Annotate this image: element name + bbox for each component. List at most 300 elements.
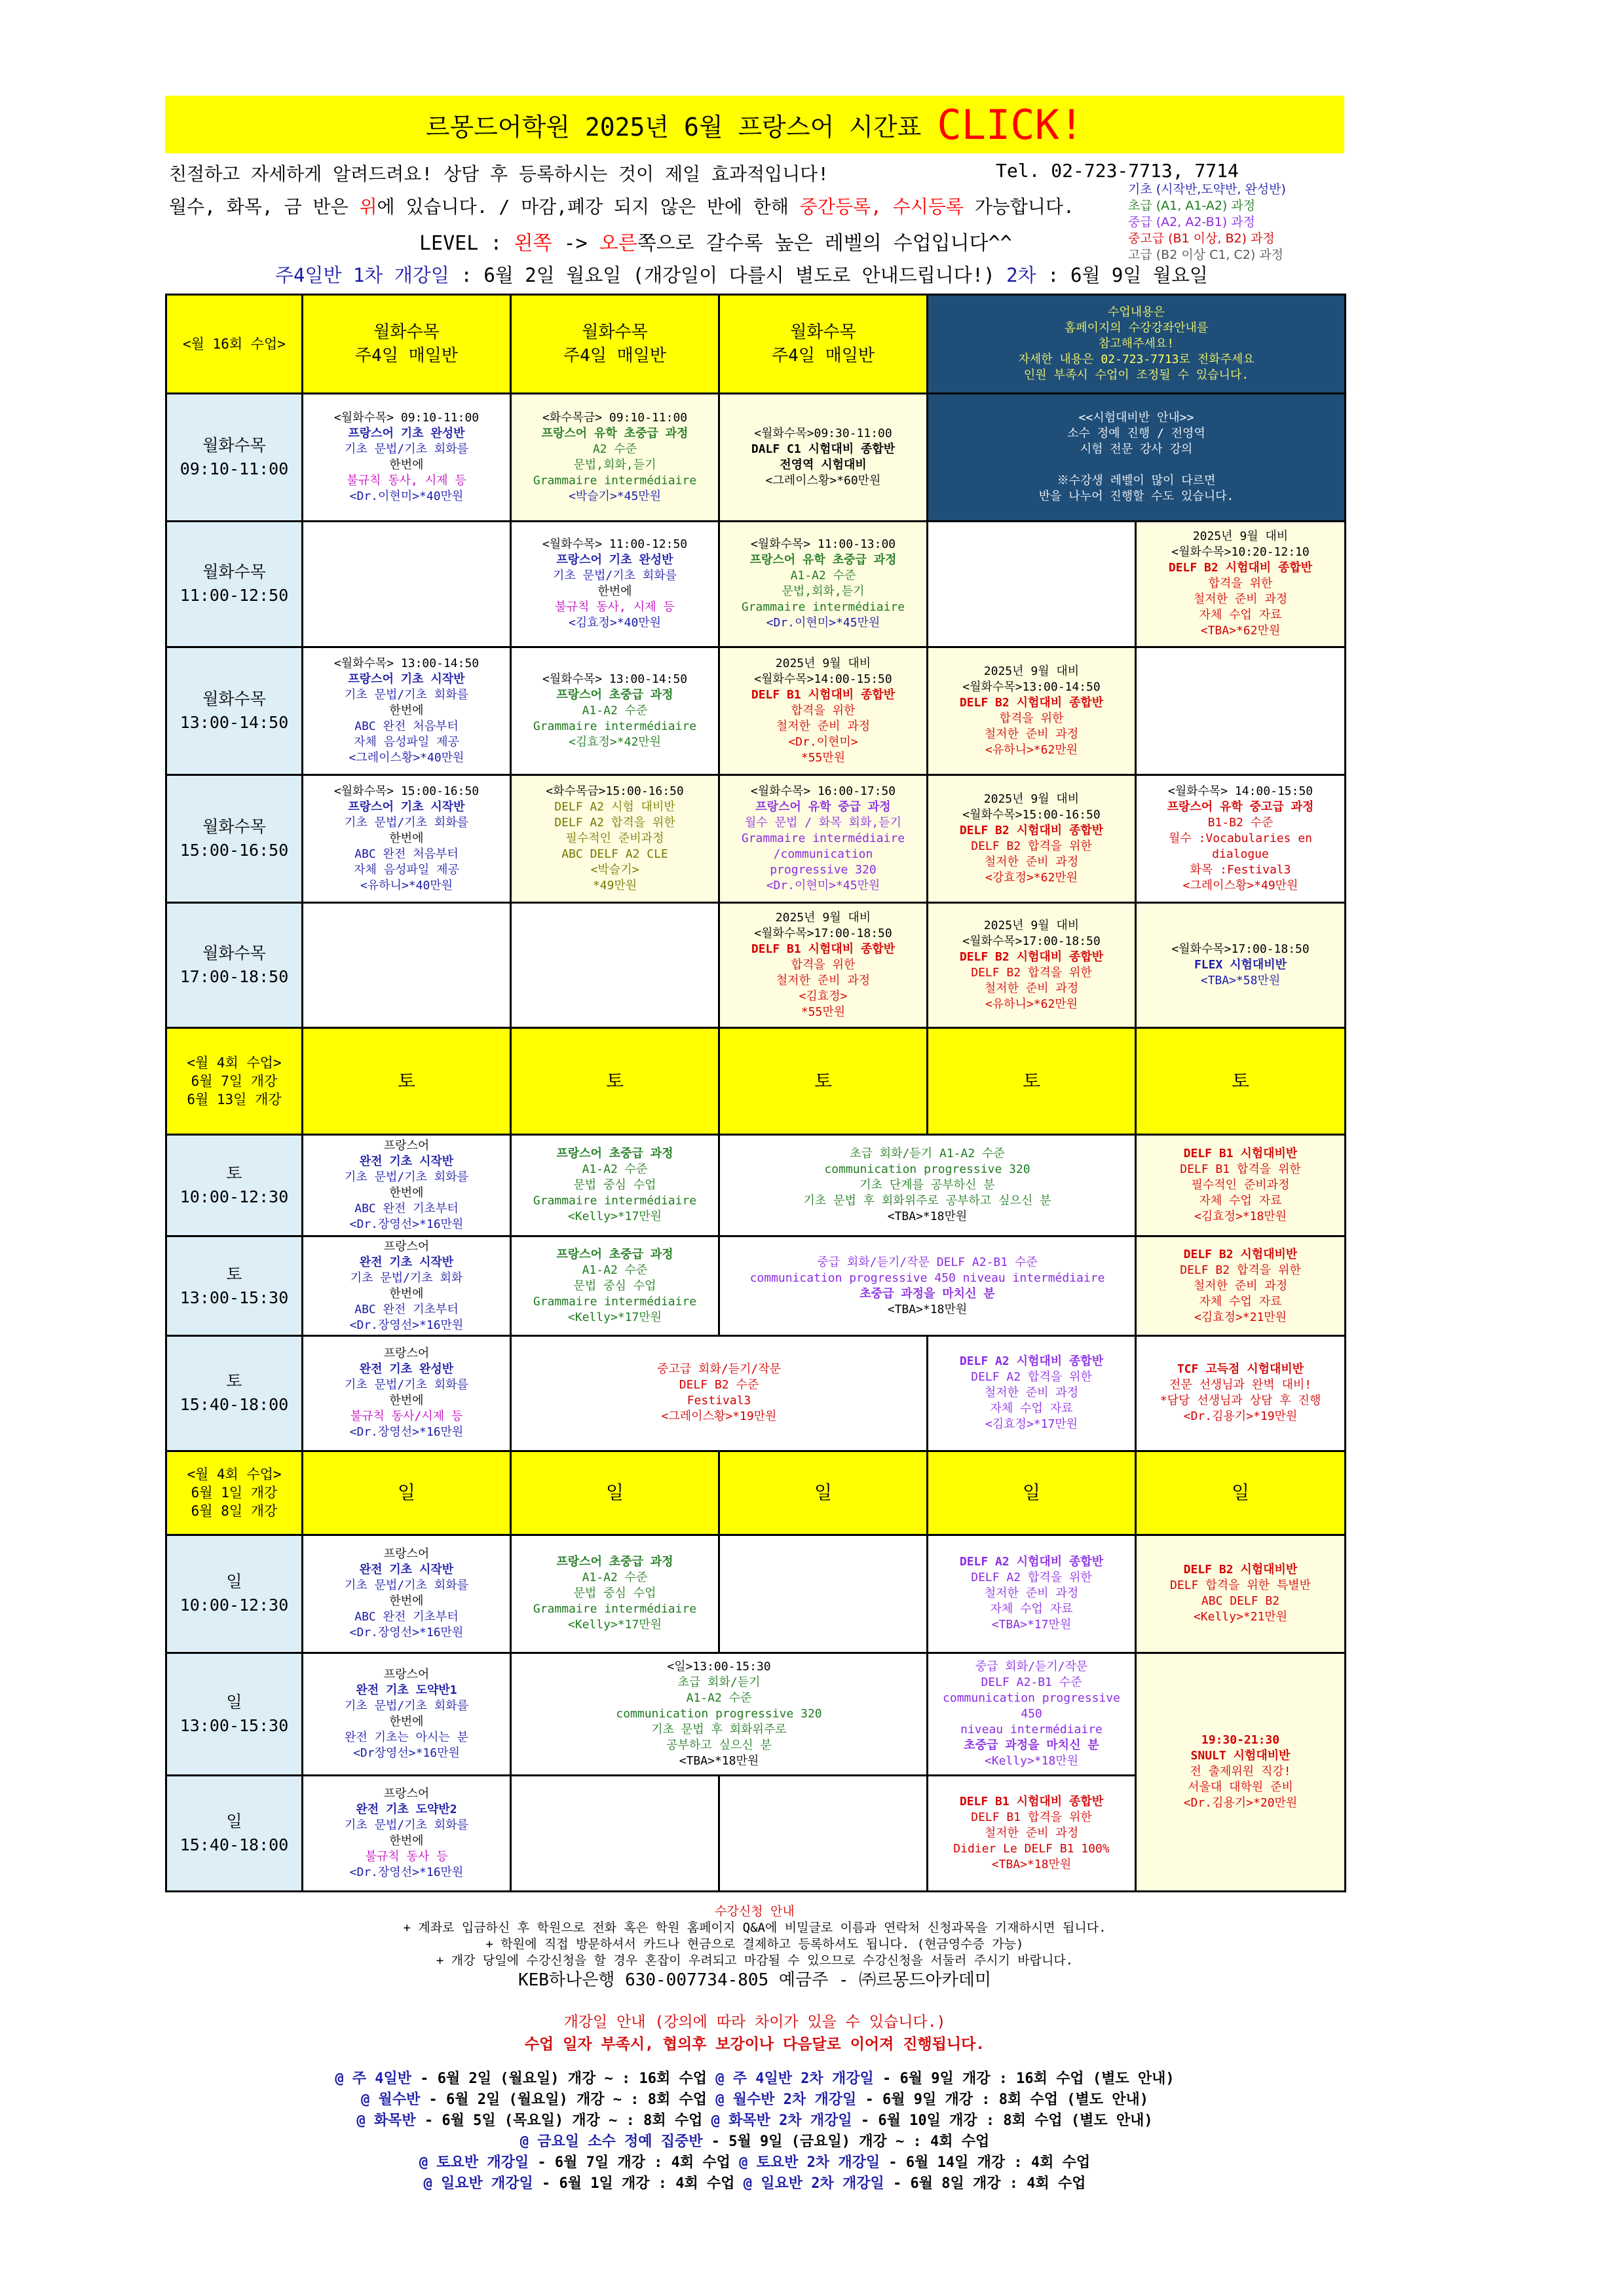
course-line: <유하니>*62만원 [985,742,1078,757]
course-line: <김효정>*21만원 [1194,1310,1287,1324]
empty-cell [1136,647,1346,775]
course-line: Grammaire intermédiaire [533,1602,697,1617]
click-link[interactable]: CLICK! [937,100,1084,149]
course-line: 불규칙 동사 등 [365,1849,448,1864]
course-line: communication progressive 450 [943,1691,1120,1721]
cell-line: 반을 나누어 진행할 수도 있습니다. [1038,489,1234,504]
course-line: <일>13:00-15:30 [667,1659,771,1674]
course-line: Grammaire intermédiaire [741,600,905,615]
time-slot [166,393,303,521]
course-line: 불규칙 동사, 시제 등 [555,600,675,615]
course-line: 프랑스어 [383,1139,430,1153]
course-line: <유하니>*40만원 [360,878,453,892]
course-line: ABC 완전 처음부터 [354,719,459,733]
empty-cell [303,522,511,647]
course-line: 자체 수업 자료 [1199,1294,1282,1309]
course-line: *55만원 [801,1005,846,1020]
time-slot [166,1336,303,1451]
time-slot [166,1236,303,1336]
course-cell[interactable] [303,393,511,521]
course-line: 초급 회화/듣기 [677,1675,761,1689]
course-line: <TBA>*17만원 [991,1618,1072,1632]
course-line: <강효정>*62만원 [985,870,1078,885]
course-cell[interactable] [511,522,719,647]
course-cell[interactable] [511,1336,928,1451]
course-cell[interactable] [928,903,1136,1028]
course-line: 전영역 시험대비 [780,458,867,472]
start-date-part: - 6월 1일 개강 : 4회 수업 [542,2175,744,2192]
course-cell[interactable] [303,1336,511,1451]
course-line: 초중급 과정을 마치신 분 [964,1738,1099,1752]
course-line: <Dr.장영선>*16만원 [349,1318,464,1332]
course-line: <박슬기> [590,862,639,877]
course-line: <월화수목> 14:00-15:50 [1167,784,1313,798]
course-line: 한번에 [389,458,424,472]
course-line: 기초 문법/기초 회화를 [344,1698,468,1713]
start-date-part: @ 월수반 [361,2092,429,2108]
course-line: 전 출제위원 직강! [1190,1765,1291,1779]
course-line: <월화수목>10:20-12:10 [1171,545,1310,560]
course-line: <월화수목> 11:00-12:50 [542,537,688,552]
level-beginner: 초급 (A1, A1-A2) 과정 [1128,199,1256,213]
course-line: <TBA>*18만원 [679,1753,759,1768]
course-line: DELF B1 합격을 위한 [1180,1162,1301,1177]
footer [165,1904,1344,2194]
course-line: DELF B1 시험대비 종합반 [751,687,896,702]
course-line: *담당 선생님과 상담 후 진행 [1160,1394,1321,1408]
course-line: <그레이스황>*19만원 [661,1409,777,1424]
cell-line: 17:00-18:50 [179,967,289,987]
cell-line: 월화수목 [202,689,266,708]
column-header [511,295,719,394]
course-line: ABC DELF A2 CLE [561,847,668,861]
course-cell[interactable] [303,1775,511,1891]
cell-line: 10:00-12:30 [179,1596,289,1615]
course-line: 프랑스어 [383,1239,430,1253]
cell-line: 토 [226,1264,242,1284]
start-date-part: @ 금요일 소수 정예 집중반 [519,2133,711,2150]
saturday-label: 토 [303,1028,511,1135]
course-line: A1-A2 수준 [582,703,648,718]
course-cell[interactable] [1136,1653,1346,1891]
course-line: DELF B2 시험대비반 [1183,1563,1298,1577]
cell-line: 09:10-11:00 [179,459,289,479]
course-line: 철저한 준비 과정 [984,1826,1079,1840]
saturday-label: 토 [511,1028,719,1135]
cell-line: <월 4회 수업> [187,1055,282,1071]
start-date-part: - 6월 14일 개강 : 4회 수업 [888,2154,1091,2171]
exam-info-cell [928,393,1346,521]
course-line: 철저한 준비 과정 [984,1386,1079,1400]
start-date-part: @ 주 4일반 [335,2071,421,2087]
time-slot [166,1775,303,1891]
start-date-part: - 6월 2일 (월요일) 개강 ~ : 8회 수업 [428,2092,716,2108]
course-line: DELF A2 합격을 위한 [971,1370,1092,1385]
start-notice: 개강일 안내 (강의에 따라 차이가 있을 수 있습니다.) [563,2014,946,2031]
start-date-row [165,2132,1344,2152]
course-line: 프랑스어 초중급 과정 [556,1247,673,1261]
course-line: 프랑스어 초중급 과정 [556,1147,673,1161]
course-cell[interactable] [719,393,928,521]
saturday-label: 토 [928,1028,1136,1135]
course-line: 기초 문법 후 회화위주로 공부하고 싶으신 분 [803,1194,1051,1208]
course-cell[interactable] [1136,1135,1346,1236]
course-line: 합격을 위한 [999,711,1064,725]
course-line: 한번에 [389,831,424,845]
course-line: <월화수목> 16:00-17:50 [750,784,896,798]
level-line: LEVEL : 왼쪽 -> 오른쪽으로 갈수록 높은 레벨의 수업입니다^^ [419,232,1012,255]
course-cell[interactable] [511,393,719,521]
course-line: <월화수목> 13:00-14:50 [542,672,688,686]
course-line: 자체 수업 자료 [1199,1194,1282,1208]
course-line: <화수목금>15:00-16:50 [546,784,684,798]
start-date-part: @ 일요반 2차 개강일 [743,2175,893,2192]
course-line: A1-A2 수준 [582,1263,648,1277]
course-cell[interactable] [511,1135,719,1236]
level-legend [1128,182,1286,263]
course-line: DELF A2 시험 대비반 [554,799,675,814]
course-line: <TBA>*62만원 [1200,624,1281,638]
course-line: 기초 문법/기초 회화를 [344,442,468,457]
saturday-header [166,1028,303,1135]
cell-line: 참고해주세요! [1098,336,1175,351]
course-line: 철저한 준비 과정 [984,727,1079,741]
course-line: communication progressive 320 [824,1162,1030,1177]
cell-line: 13:00-15:30 [179,1715,289,1735]
course-line: 2025년 9월 대비 [775,911,871,925]
cell-line: ※수강생 레벨이 많이 다르면 [1057,474,1216,488]
course-line: 필수적인 준비과정 [1191,1178,1290,1193]
course-cell[interactable] [928,647,1136,775]
course-line: <TBA>*18만원 [991,1857,1072,1871]
weekday-header: <월 16회 수업> [166,295,303,394]
course-line: DELF A2 합격을 위한 [554,815,675,830]
course-line: 철저한 준비 과정 [1193,592,1288,607]
course-line: <TBA>*18만원 [887,1210,968,1224]
course-cell[interactable] [719,1236,1136,1336]
cell-line: 수업내용은 [1108,305,1165,319]
course-line: 기초 문법/기초 회화를 [344,1578,468,1593]
cell-line: 6월 7일 개강 [191,1073,278,1090]
course-line: 완전 기초 시작반 [359,1563,454,1577]
course-line: <월화수목>13:00-14:50 [962,679,1101,694]
course-line: <박슬기>*45만원 [568,489,662,504]
course-cell[interactable] [719,775,928,902]
course-cell[interactable] [303,1135,511,1236]
empty-cell [511,1775,719,1891]
course-line: <Kelly>*21만원 [1193,1610,1288,1624]
course-cell[interactable] [1136,1336,1346,1451]
course-line: <Dr.장영선>*16만원 [349,1865,464,1879]
course-line: 기초 문법/기초 회화를 [552,569,677,583]
course-line: 문법,회화,듣기 [573,458,656,472]
cell-line: 토 [226,1371,242,1391]
level-basic: 기초 (시작반,도약반, 완성반) [1128,182,1286,197]
course-cell[interactable] [303,1236,511,1336]
course-line: <월화수목>17:00-18:50 [754,927,892,941]
sunday-header [166,1451,303,1535]
cell-line: 주4일 매일반 [563,345,666,366]
start-date-part: @ 화목반 [356,2113,425,2129]
cell-line: 인원 부족시 수업이 조정될 수 있습니다. [1023,368,1249,382]
course-line: 철저한 준비 과정 [776,974,871,988]
course-line: 프랑스어 초중급 과정 [556,1555,673,1569]
course-line: ABC 완전 기초부터 [354,1202,459,1216]
course-line: DELF B1 시험대비 종합반 [959,1794,1104,1808]
empty-cell [719,1775,928,1891]
start-date-row [165,2152,1344,2173]
course-line: 중급 회화/듣기/작문 [975,1659,1088,1674]
course-line: Grammaire intermédiaire [533,474,697,488]
course-line: *49만원 [592,878,637,892]
course-line: FLEX 시험대비반 [1194,958,1287,972]
course-line: <Dr장영선>*16만원 [353,1746,460,1760]
course-line: <Kelly>*18만원 [984,1753,1079,1768]
course-cell[interactable] [719,1135,1136,1236]
course-line: DELF A2-B1 수준 [981,1675,1082,1689]
course-line: 한번에 [389,1714,424,1729]
course-line: 완전 기초 도약반2 [356,1802,457,1816]
course-line: <월화수목>14:00-15:50 [754,672,892,686]
course-line: 기초 단계를 공부하신 분 [859,1178,995,1193]
course-line: Didier Le DELF B1 100% [953,1841,1110,1856]
empty-cell [928,522,1136,647]
course-cell[interactable] [719,903,928,1028]
course-cell[interactable] [1136,522,1346,647]
course-cell[interactable] [1136,775,1346,902]
course-line: 기초 문법/기초 회화를 [344,815,468,830]
course-line: DELF B1 합격을 위한 [971,1810,1092,1824]
course-line: <월화수목> 15:00-16:50 [333,784,480,798]
course-line: Grammaire intermédiaire [533,1194,697,1208]
course-line: 자체 수업 자료 [990,1402,1073,1416]
course-line: 문법,회화,듣기 [782,584,865,599]
time-slot [166,522,303,647]
course-line: 서울대 대학원 준비 [1188,1780,1293,1795]
intro-line: 친절하고 자세하게 알려드려요! 상담 후 등록하시는 것이 제일 효과적입니다! [169,163,829,185]
course-line: ABC 완전 처음부터 [354,847,459,861]
time-slot [166,1535,303,1653]
registration-line: + 개강 당일에 수강신청을 할 경우 혼잡이 우려되고 마감될 수 있으므로 수강신청을 서둘러 주시기 바랍니다. [436,1953,1074,1968]
course-line: A1-A2 수준 [790,569,856,583]
cell-line: 15:40-18:00 [179,1835,289,1854]
start-date-part: - 5월 9일 (금요일) 개강 ~ : 4회 수업 [711,2133,990,2150]
course-line: ABC 완전 기초부터 [354,1610,459,1624]
course-line: 중급 회화/듣기/작문 DELF A2-B1 수준 [817,1255,1038,1269]
course-line: 한번에 [389,1394,424,1408]
course-line: 기초 문법/기초 회화 [350,1271,463,1285]
cell-line: 15:00-16:50 [179,840,289,860]
course-cell[interactable] [511,1236,719,1336]
course-line: 프랑스어 [383,1547,430,1561]
course-line: 불규칙 동사, 시제 등 [347,474,466,488]
course-line: DELF A2 시험대비 종합반 [959,1555,1104,1569]
course-cell[interactable] [928,775,1136,902]
course-line: 한번에 [389,1286,424,1301]
start-date-part: - 6월 10일 개강 : 8회 수업 (별도 안내) [860,2113,1153,2129]
course-line: 완전 기초는 아시는 분 [344,1730,468,1744]
course-line: 합격을 위한 [791,958,856,972]
saturday-label: 토 [1136,1028,1346,1135]
course-cell[interactable] [719,647,928,775]
course-cell[interactable] [928,1775,1136,1891]
time-slot [166,775,303,902]
course-line: <김효정> [799,989,848,1004]
saturday-label: 토 [719,1028,928,1135]
bank-account: KEB하나은행 630-007734-805 예금주 - ㈜르몽드아카데미 [518,1970,991,1990]
level-advanced: 고급 (B2 이상 C1, C2) 과정 [1128,248,1284,262]
cell-line [931,457,1342,473]
course-line: DELF B2 수준 [679,1378,759,1392]
course-line: 철저한 준비 과정 [984,982,1079,996]
course-line: 공부하고 싶으신 분 [666,1738,772,1752]
course-line: <그레이스황>*40만원 [349,750,464,765]
course-line: <월화수목>17:00-18:50 [1171,942,1310,957]
column-header [719,295,928,394]
time-slot [166,1135,303,1236]
course-cell[interactable] [511,647,719,775]
cell-line: 11:00-12:50 [179,586,289,605]
start-date-part: @ 화목반 2차 개강일 [711,2113,861,2129]
course-line: <Dr.장영선>*16만원 [349,1217,464,1232]
cell-line: 월화수목 [202,562,266,582]
cell-line: 일 [226,1692,242,1712]
course-line: <TBA>*18만원 [887,1302,968,1316]
course-cell[interactable] [1136,1236,1346,1336]
course-line: 한번에 [389,1186,424,1200]
course-line: 프랑스어 유학 초중급 과정 [749,553,897,567]
course-line: 프랑스어 유학 중급 과정 [755,799,891,814]
course-line: DELF B2 합격을 위한 [971,839,1092,853]
course-cell[interactable] [511,775,719,902]
cell-line: 6월 8일 개강 [191,1503,278,1520]
cell-line: 월화수목 [202,944,266,963]
course-cell[interactable] [303,647,511,775]
start-date-part: - 6월 7일 개강 : 4회 수업 [537,2154,740,2171]
course-line: 중고급 회화/듣기/작문 [656,1362,781,1377]
sunday-label: 일 [303,1451,511,1535]
course-cell[interactable] [928,1535,1136,1653]
course-line: <월화수목>15:00-16:50 [962,807,1101,822]
course-line: A2 수준 [592,442,637,457]
course-line: DELF A2 합격을 위한 [971,1571,1092,1585]
course-cell[interactable] [928,1653,1136,1775]
course-line: SNULT 시험대비반 [1190,1749,1291,1763]
course-line: <Dr.이현미>*45만원 [766,878,880,892]
course-line: 프랑스어 기초 시작반 [348,672,465,686]
cell-line: 6월 1일 개강 [191,1485,278,1501]
course-line: 한번에 [389,1833,424,1848]
sunday-label: 일 [719,1451,928,1535]
course-line: 자체 음성파일 제공 [354,735,459,749]
sunday-label: 일 [928,1451,1136,1535]
course-line: <그레이스황>*49만원 [1182,878,1298,892]
course-line: <Dr.이현미>*45만원 [766,616,880,630]
course-cell[interactable] [1136,1535,1346,1653]
course-line: <화수목금> 09:10-11:00 [542,411,688,425]
course-line: 프랑스어 기초 완성반 [556,553,673,567]
course-line: <Kelly>*17만원 [567,1310,662,1324]
course-line: <월화수목> 13:00-14:50 [333,656,480,670]
course-line: 프랑스어 [383,1667,430,1681]
start-date-part: - 6월 9일 개강 : 16회 수업 (별도 안내) [882,2071,1175,2087]
course-line: 초중급 과정을 마치신 분 [859,1286,995,1301]
course-line: DELF B2 시험대비 종합반 [959,950,1104,965]
course-line: <월화수목> 09:10-11:00 [333,411,480,425]
start-date-row [165,2069,1344,2090]
course-line: A1-A2 수준 [582,1162,648,1177]
course-cell[interactable] [303,1535,511,1653]
course-line: 기초 문법/기초 회화를 [344,687,468,702]
course-line: Grammaire intermédiaire [741,831,905,845]
course-line: 한번에 [389,1594,424,1609]
course-line: 완전 기초 완성반 [359,1362,454,1377]
course-line: TCF 고득점 시험대비반 [1177,1362,1304,1377]
course-line: 기초 문법/기초 회화를 [344,1170,468,1185]
time-slot [166,647,303,775]
start-date-part: @ 토요반 개강일 [419,2154,538,2171]
cell-line: 주4일 매일반 [772,345,875,366]
course-cell[interactable] [1136,903,1346,1028]
course-line: A1-A2 수준 [582,1571,648,1585]
registration-line: + 계좌로 입금하신 후 학원으로 전화 혹은 학원 홈페이지 Q&A에 비밀글로 이름과 연락처 신청과목을 기재하시면 됩니다. [403,1921,1106,1935]
start-date-part: - 6월 9일 개강 : 8회 수업 (별도 안내) [865,2092,1148,2108]
course-line: 필수적인 준비과정 [565,831,664,845]
course-line: Grammaire intermédiaire [533,1294,697,1309]
registration-title: 수강신청 안내 [715,1904,795,1919]
course-cell[interactable] [303,775,511,902]
course-line: <Dr.장영선>*16만원 [349,1626,464,1640]
course-line: <Dr.이현미> [788,735,858,749]
cell-line: 13:00-14:50 [179,712,289,732]
course-line: ABC 완전 기초부터 [354,1302,459,1316]
course-cell[interactable] [928,1336,1136,1451]
course-line: <Dr.이현미>*40만원 [349,489,464,504]
level-intermediate: 중급 (A2, A2-B1) 과정 [1128,215,1255,229]
course-line: 철저한 준비 과정 [984,1586,1079,1601]
start-date-part: - 6월 5일 (목요일) 개강 ~ : 8회 수업 [424,2113,711,2129]
course-cell[interactable] [511,1653,928,1775]
course-line: 철저한 준비 과정 [1193,1278,1288,1293]
course-line: <그레이스황>*60만원 [765,474,881,488]
title-banner [165,96,1344,153]
course-cell[interactable] [719,522,928,647]
empty-cell [511,903,719,1028]
timetable [165,294,1346,1892]
course-line: 철저한 준비 과정 [984,854,1079,869]
phone-number[interactable]: Tel. 02-723-7713, 7714 [996,160,1239,182]
course-line: <월화수목> 11:00-13:00 [750,537,896,552]
course-cell[interactable] [511,1535,719,1653]
course-line: 2025년 9월 대비 [983,664,1080,678]
course-line: 2025년 9월 대비 [983,792,1080,806]
sunday-label: 일 [511,1451,719,1535]
course-line: <TBA>*58만원 [1200,974,1281,988]
cell-line: 일 [226,1811,242,1831]
start-date-row [165,2090,1344,2111]
course-line: 월수 문법 / 화목 회화,듣기 [745,815,901,830]
course-line: DELF B1 시험대비 종합반 [751,942,896,957]
column-header [303,295,511,394]
course-line: 기초 문법/기초 회화를 [344,1378,468,1392]
start-date-row [165,2111,1344,2132]
course-line: DELF B2 시험대비 종합반 [959,823,1104,837]
course-line: A1-A2 수준 [686,1691,752,1705]
course-line: <Kelly>*17만원 [567,1210,662,1224]
cell-line: 월화수목 [790,322,856,342]
course-line: 프랑스어 유학 초중급 과정 [541,427,689,441]
course-cell[interactable] [303,1653,511,1775]
